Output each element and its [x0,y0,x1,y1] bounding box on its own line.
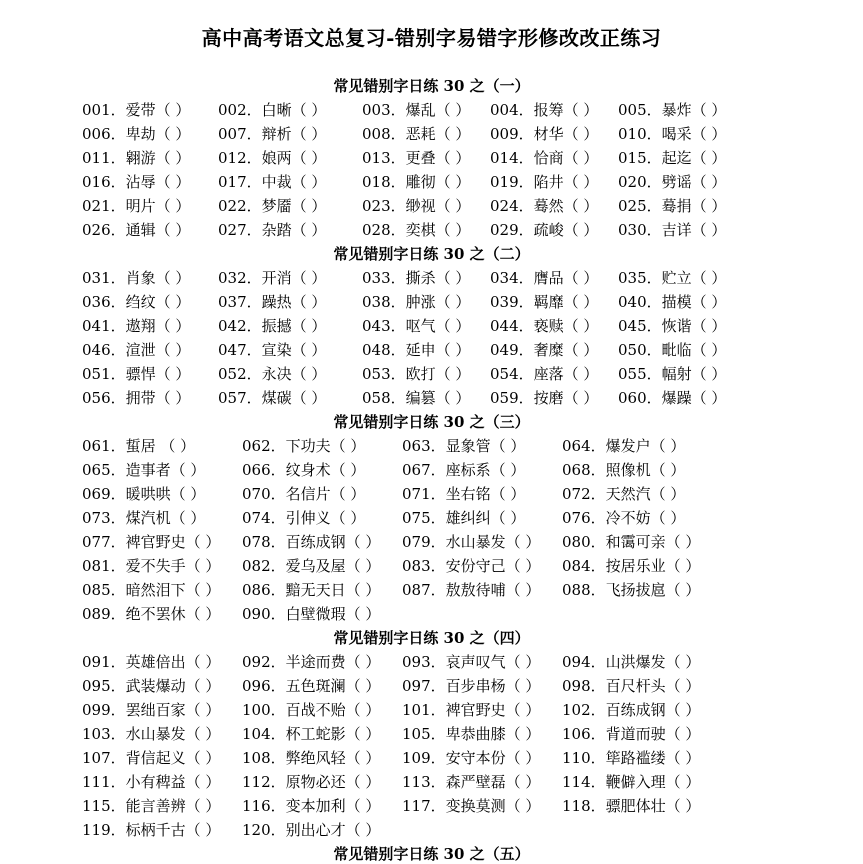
exercise-row [0,171,863,195]
exercise-row [0,99,863,123]
exercise-item: 061．蜇居 （ ） [82,437,196,455]
exercise-item: 037．躁热（ ） [218,293,327,311]
exercise-item: 087．敖敖待哺（ ） [402,581,541,599]
exercise-item: 109．安守本份（ ） [402,749,541,767]
exercise-item: 023．缈视（ ） [362,197,471,215]
exercise-item: 068．照像机（ ） [562,461,686,479]
exercise-item: 117．变换莫测（ ） [402,797,541,815]
exercise-item: 028．奕棋（ ） [362,221,471,239]
exercise-item: 055．幅射（ ） [618,365,727,383]
exercise-item: 108．弊绝风轻（ ） [242,749,381,767]
exercise-row [0,555,863,579]
exercise-item: 100．百战不贻（ ） [242,701,381,719]
exercise-item: 076．冷不妨（ ） [562,509,686,527]
exercise-item: 042．振撼（ ） [218,317,327,335]
section-title: 常见错别字日练 30 之（二） [333,245,530,263]
exercise-item: 077．裨官野史（ ） [82,533,221,551]
exercise-item: 018．雕彻（ ） [362,173,471,191]
exercise-item: 120．别出心才（ ） [242,821,381,839]
exercise-row [0,339,863,363]
exercise-item: 103．水山暴发（ ） [82,725,221,743]
exercise-item: 070．名信片（ ） [242,485,366,503]
exercise-item: 004．报筹（ ） [490,101,599,119]
exercise-item: 035．贮立（ ） [618,269,727,287]
exercise-item: 099．罢绌百家（ ） [82,701,221,719]
exercise-row [0,435,863,459]
exercise-item: 015．起迄（ ） [618,149,727,167]
exercise-item: 011．翱游（ ） [82,149,191,167]
exercise-item: 060．爆躁（ ） [618,389,727,407]
exercise-row [0,651,863,675]
exercise-item: 086．黯无天日（ ） [242,581,381,599]
exercise-item: 048．延申（ ） [362,341,471,359]
exercise-item: 034．膺品（ ） [490,269,599,287]
exercise-item: 051．骠悍（ ） [82,365,191,383]
exercise-item: 088．飞扬拔扈（ ） [562,581,701,599]
exercise-item: 085．暗然泪下（ ） [82,581,221,599]
exercise-row [0,387,863,411]
exercise-item: 012．娘两（ ） [218,149,327,167]
exercise-item: 067．座标系（ ） [402,461,526,479]
exercise-item: 097．百步串杨（ ） [402,677,541,695]
exercise-row [0,315,863,339]
exercise-item: 019．陷井（ ） [490,173,599,191]
exercise-item: 075．雄纠纠（ ） [402,509,526,527]
exercise-row [0,699,863,723]
exercise-row [0,291,863,315]
exercise-item: 022．梦靥（ ） [218,197,327,215]
exercise-item: 025．蓦捐（ ） [618,197,727,215]
exercise-item: 024．蓦然（ ） [490,197,599,215]
exercise-row [0,147,863,171]
exercise-item: 074．引伸义（ ） [242,509,366,527]
exercise-item: 010．喝采（ ） [618,125,727,143]
exercise-item: 073．煤汽机（ ） [82,509,206,527]
exercise-item: 078．百练成钢（ ） [242,533,381,551]
exercise-item: 009．材华（ ） [490,125,599,143]
exercise-item: 115．能言善辨（ ） [82,797,221,815]
exercise-item: 030．吉详（ ） [618,221,727,239]
exercise-item: 043．呕气（ ） [362,317,471,335]
exercise-item: 040．描模（ ） [618,293,727,311]
exercise-item: 101．裨官野史（ ） [402,701,541,719]
exercise-item: 112．原物必还（ ） [242,773,381,791]
exercise-item: 020．劈谣（ ） [618,173,727,191]
exercise-item: 002．白晰（ ） [218,101,327,119]
exercise-item: 114．鞭僻入理（ ） [562,773,701,791]
exercise-item: 094．山洪爆发（ ） [562,653,701,671]
exercise-row [0,819,863,843]
section-title: 常见错别字日练 30 之（一） [333,77,530,95]
exercise-item: 113．森严壁磊（ ） [402,773,541,791]
exercise-item: 041．遨翔（ ） [82,317,191,335]
exercise-item: 091．英雄倍出（ ） [82,653,221,671]
exercise-item: 083．安份守己（ ） [402,557,541,575]
exercise-row [0,795,863,819]
exercise-item: 090．白壁微瑕（ ） [242,605,381,623]
exercise-item: 065．造事者（ ） [82,461,206,479]
exercise-item: 072．天然汽（ ） [562,485,686,503]
exercise-item: 096．五色斑澜（ ） [242,677,381,695]
exercise-item: 036．绉纹（ ） [82,293,191,311]
exercise-item: 092．半途而费（ ） [242,653,381,671]
exercise-item: 050．毗临（ ） [618,341,727,359]
exercise-item: 071．坐右铭（ ） [402,485,526,503]
exercise-item: 001．爱带（ ） [82,101,191,119]
exercise-item: 054．座落（ ） [490,365,599,383]
exercise-item: 033．撕杀（ ） [362,269,471,287]
exercise-item: 057．煤碳（ ） [218,389,327,407]
exercise-row [0,507,863,531]
exercise-item: 081．爱不失手（ ） [82,557,221,575]
exercise-item: 059．按磨（ ） [490,389,599,407]
exercise-item: 102．百练成钢（ ） [562,701,701,719]
section-title: 常见错别字日练 30 之（三） [333,413,530,431]
exercise-item: 066．纹身术（ ） [242,461,366,479]
exercise-item: 039．羁靡（ ） [490,293,599,311]
exercise-item: 119．标柄千古（ ） [82,821,221,839]
exercise-item: 031．肖象（ ） [82,269,191,287]
exercise-item: 006．卑劫（ ） [82,125,191,143]
document-title: 高中高考语文总复习-错别字易错字形修改改正练习 [201,26,662,50]
exercise-row [0,219,863,243]
exercise-item: 080．和霭可亲（ ） [562,533,701,551]
exercise-item: 027．杂踏（ ） [218,221,327,239]
exercise-item: 003．爆乱（ ） [362,101,471,119]
exercise-row [0,363,863,387]
section-title: 常见错别字日练 30 之（四） [333,629,530,647]
section-title: 常见错别字日练 30 之（五） [333,845,530,863]
exercise-row [0,603,863,627]
exercise-row [0,123,863,147]
exercise-item: 029．疏峻（ ） [490,221,599,239]
exercise-item: 082．爱乌及屋（ ） [242,557,381,575]
exercise-item: 032．开消（ ） [218,269,327,287]
exercise-item: 016．沾辱（ ） [82,173,191,191]
exercise-item: 007．辩析（ ） [218,125,327,143]
exercise-row [0,267,863,291]
exercise-item: 106．背道而驶（ ） [562,725,701,743]
exercise-row [0,531,863,555]
exercise-row [0,747,863,771]
exercise-item: 053．欧打（ ） [362,365,471,383]
exercise-item: 052．永决（ ） [218,365,327,383]
exercise-item: 107．背信起义（ ） [82,749,221,767]
exercise-row [0,675,863,699]
exercise-item: 013．更叠（ ） [362,149,471,167]
exercise-item: 089．绝不罢休（ ） [82,605,221,623]
exercise-item: 104．杯工蛇影（ ） [242,725,381,743]
exercise-item: 098．百尺杆头（ ） [562,677,701,695]
exercise-item: 079．水山暴发（ ） [402,533,541,551]
exercise-item: 045．恢谐（ ） [618,317,727,335]
exercise-item: 110．筚路褴缕（ ） [562,749,701,767]
exercise-item: 026．通辑（ ） [82,221,191,239]
exercise-item: 044．亵赎（ ） [490,317,599,335]
exercise-item: 105．卑恭曲膝（ ） [402,725,541,743]
exercise-item: 014．恰商（ ） [490,149,599,167]
exercise-item: 005．暴炸（ ） [618,101,727,119]
exercise-row [0,579,863,603]
exercise-item: 058．编篡（ ） [362,389,471,407]
exercise-item: 046．渲泄（ ） [82,341,191,359]
exercise-item: 021．明片（ ） [82,197,191,215]
exercise-item: 111．小有稗益（ ） [82,773,221,791]
exercise-row [0,483,863,507]
exercise-row [0,771,863,795]
exercise-item: 063．显象管（ ） [402,437,526,455]
exercise-row [0,459,863,483]
exercise-item: 095．武装爆动（ ） [82,677,221,695]
exercise-item: 056．拥带（ ） [82,389,191,407]
exercise-item: 118．骠肥体壮（ ） [562,797,701,815]
exercise-item: 047．宣染（ ） [218,341,327,359]
exercise-item: 049．奢糜（ ） [490,341,599,359]
exercise-item: 062．下功夫（ ） [242,437,366,455]
exercise-item: 064．爆发户（ ） [562,437,686,455]
exercise-row [0,195,863,219]
exercise-item: 116．变本加利（ ） [242,797,381,815]
exercise-item: 017．中裁（ ） [218,173,327,191]
exercise-item: 069．暖哄哄（ ） [82,485,206,503]
exercise-item: 084．按居乐业（ ） [562,557,701,575]
exercise-item: 008．恶耗（ ） [362,125,471,143]
exercise-row [0,723,863,747]
exercise-item: 038．肿涨（ ） [362,293,471,311]
exercise-item: 093．哀声叹气（ ） [402,653,541,671]
